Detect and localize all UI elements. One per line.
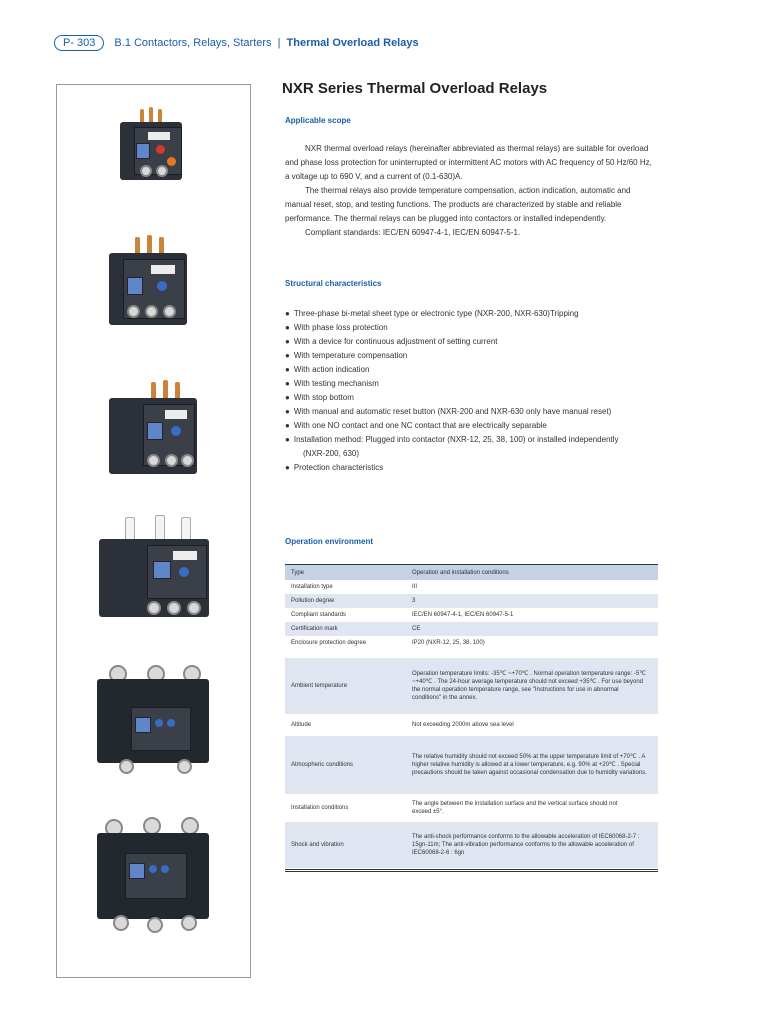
structural-list — [285, 307, 665, 475]
list-item: ● Installation method: Plugged into contactor (NXR-12, 25, 38, 100) or installed independently — [285, 435, 619, 444]
relay-image-nxr-200 — [95, 663, 215, 773]
column-header-conditions: Operation and installation conditions — [406, 565, 658, 581]
table-row — [285, 822, 658, 868]
table-row — [285, 622, 658, 636]
list-item: ● Three-phase bi-metal sheet type or electronic type (NXR-200, NXR-630)Tripping — [285, 309, 579, 318]
breadcrumb-current: Thermal Overload Relays — [286, 37, 419, 49]
scope-paragraph-1: NXR thermal overload relays (hereinafter abbreviated as thermal relays) are suitable for overload and phase loss protection for uninterrupted or intermittent AC motors with AC frequency of 50 Hz/60 Hz, a voltage up to 690 V, and a current of (0.1-630)A. — [285, 144, 652, 181]
row-value: The anti-shock performance conforms to the allowable acceleration of IEC60068-2-7 : 15gn-11m; The anti-vibration performance conforms to the allowable acceleration of IEC60068-2-6 : 6gn — [406, 822, 658, 868]
row-value: Operation temperature limits: -35℃ ~+70℃ . Normal operation temperature range: -5℃ ~+40℃ . The 24-hour average temperature should not exceed +35℃ . For use beyond the normal operation temperature range, see "Instructions for use in abnormal conditions" in the annex. — [406, 658, 658, 714]
list-item: ● With phase loss protection — [285, 323, 388, 332]
row-type: Enclosure protection degree — [291, 640, 367, 646]
breadcrumb-separator: | — [277, 37, 281, 49]
row-value: Not exceeding 2000m above sea level — [412, 722, 514, 728]
relay-image-nxr-100 — [97, 515, 212, 620]
row-type: Shock and vibration — [285, 822, 406, 868]
page-number-badge: P- 303 — [54, 35, 104, 51]
row-value: 3 — [406, 594, 658, 608]
table-row — [285, 608, 658, 622]
table-row — [285, 658, 658, 714]
table-row — [285, 794, 658, 822]
list-item: ● With manual and automatic reset button (NXR-200 and NXR-630 only have manual reset) — [285, 407, 612, 416]
list-item: ● With stop bottom — [285, 393, 354, 402]
row-type: Ambient temperature — [285, 658, 406, 714]
list-item: ● With a device for continuous adjustment of setting current — [285, 337, 498, 346]
row-value: III — [412, 584, 418, 590]
environment-table — [285, 564, 658, 868]
list-item: ● With one NO contact and one NC contact that are electrically separable — [285, 421, 547, 430]
table-row — [285, 636, 658, 650]
table-header-row — [285, 565, 658, 581]
section-heading-structural: Structural characteristics — [285, 279, 382, 288]
page-title: NXR Series Thermal Overload Relays — [282, 80, 548, 97]
table-bottom-rule — [285, 869, 658, 872]
row-value: IP20 (NXR-12, 25, 38, 100) — [412, 640, 485, 646]
scope-paragraph-3: Compliant standards: IEC/EN 60947-4-1, IEC/EN 60947-5-1. — [305, 228, 521, 237]
row-value: The relative humidity should not exceed 50% at the upper temperature limit of +70℃ . A higher relative humidity is allowed at a lower temperature, e.g. 90% at +20℃ . Special precautions should be taken against occasional condensation due to humidity variations. — [406, 736, 658, 794]
table-row — [285, 714, 658, 736]
breadcrumb — [114, 37, 418, 49]
row-type: Atmospheric conditions — [285, 736, 406, 794]
list-item: ● With action indication — [285, 365, 370, 374]
table-row — [285, 580, 658, 594]
list-item: ● With testing mechanism — [285, 379, 379, 388]
row-value: CE — [406, 622, 658, 636]
list-item: ● With temperature compensation — [285, 351, 408, 360]
list-item-continuation: (NXR-200, 630) — [303, 449, 360, 458]
row-type: Installation conditions — [291, 805, 349, 811]
relay-image-nxr-12 — [112, 107, 192, 187]
row-type: Altitude — [291, 722, 312, 728]
row-type: Pollution degree — [285, 594, 406, 608]
breadcrumb-section[interactable]: B.1 Contactors, Relays, Starters — [114, 37, 272, 49]
row-value: IEC/EN 60947-4-1, IEC/EN 60947-5-1 — [412, 612, 514, 618]
section-heading-applicable-scope: Applicable scope — [285, 116, 351, 125]
row-value: The angle between the installation surface and the vertical surface should not exceed ±5°. — [412, 801, 618, 815]
list-item: ● Protection characteristics — [285, 463, 384, 472]
table-row — [285, 594, 658, 608]
column-header-type: Type — [285, 565, 406, 581]
page-header — [54, 35, 419, 51]
row-type: Certification mark — [285, 622, 406, 636]
relay-image-nxr-38 — [107, 380, 207, 480]
relay-image-nxr-25 — [105, 235, 200, 330]
relay-image-nxr-630 — [95, 815, 215, 933]
section-heading-environment: Operation environment — [285, 537, 374, 546]
row-type: Installation type — [291, 584, 333, 590]
applicable-scope-text — [285, 142, 655, 240]
product-image-panel — [56, 84, 251, 978]
table-row — [285, 736, 658, 794]
row-type: Compliant standards — [291, 612, 347, 618]
scope-paragraph-2: The thermal relays also provide temperature compensation, action indication, automatic and manual reset, stop, and testing functions. The products are characterized by stable and reliable performance. The thermal relays can be plugged into contactors or installed independently. — [285, 186, 631, 223]
